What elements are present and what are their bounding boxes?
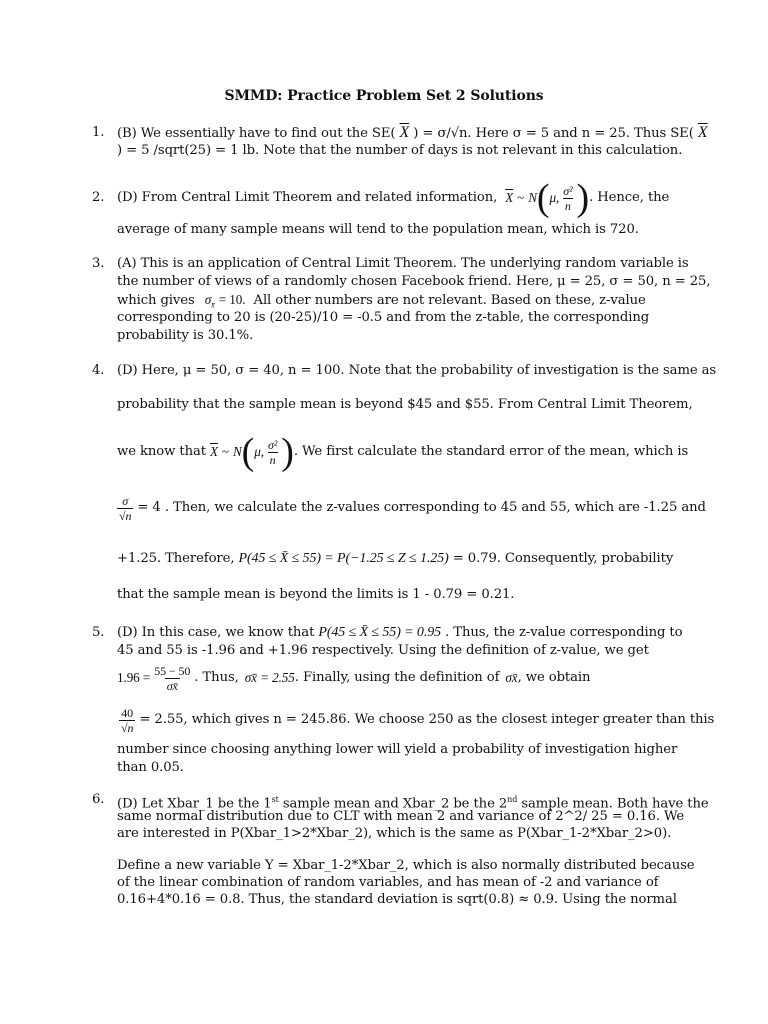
text-span: = 2.55, which gives n = 245.86. We choose 250 as the closest integer greater than this <box>139 712 715 727</box>
solution-6-line-2: same normal distribution due to CLT with mean 2 and variance of 2^2/ 25 = 0.16. We <box>117 809 685 824</box>
solution-4-line-4 <box>115 488 706 528</box>
item-number: 1. <box>92 125 105 140</box>
solution-4-line-6: that the sample mean is beyond the limits is 1 - 0.79 = 0.21. <box>117 587 515 602</box>
xbar-subscript: x̄ <box>211 300 215 310</box>
text-span: . Finally, using the definition of <box>294 670 500 685</box>
text-span: +1.25. Therefore, <box>117 551 235 566</box>
text-span: = 0.79. Consequently, probability <box>452 551 674 566</box>
solution-5-line-6: than 0.05. <box>117 760 184 775</box>
text-span: we know that <box>117 444 206 459</box>
solution-4-line-2: probability that the sample mean is beyond $45 and $55. From Central Limit Theorem, <box>117 397 693 412</box>
solution-5-line-4 <box>117 702 714 738</box>
solution-3-line-5: probability is 30.1%. <box>117 328 254 343</box>
xbar-symbol: $\overline{X}$ <box>697 124 708 141</box>
right-paren-icon: ) <box>281 431 294 473</box>
solution-6-para2-line-3: 0.16+4*0.16 = 0.8. Thus, the standard deviation is sqrt(0.8) ≈ 0.9. Using the normal <box>117 892 677 907</box>
fraction-denominator: √n <box>121 720 134 735</box>
solution-5-line-3 <box>117 660 590 696</box>
normal-N-symbol: N <box>232 444 242 459</box>
xbar-symbol: $\overline{X}$ <box>399 124 410 141</box>
text-span: which gives <box>117 293 195 308</box>
solution-3-line-1: (A) This is an application of Central Limit Theorem. The underlying random variable is <box>117 256 689 271</box>
left-paren-icon: ( <box>536 177 550 219</box>
text-span: . We first calculate the standard error of the mean, which is <box>293 444 689 459</box>
tilde-symbol: ~ <box>517 190 525 205</box>
solution-1-line-2: ) = 5 /sqrt(25) = 1 lb. Note that the number of days is not relevant in this calculation. <box>117 143 683 158</box>
mu-symbol: μ, <box>254 444 264 459</box>
item-number: 4. <box>92 363 105 378</box>
probability-equation: P(45 ≤ X̄ ≤ 55) = P(−1.25 ≤ Z ≤ 1.25) <box>238 551 449 566</box>
solution-5-line-1 <box>117 624 682 642</box>
solution-4-line-3 <box>117 430 688 474</box>
solution-3-line-2: the number of views of a randomly chosen Facebook friend. Here, μ = 25, σ = 50, n = 25, <box>117 274 711 289</box>
right-paren-icon: ) <box>576 177 590 219</box>
sigma-symbol: σx̄ <box>505 670 518 685</box>
text-span: ) = σ/√n. Here σ = 5 and n = 25. Thus SE( <box>413 126 694 141</box>
text-span: . Thus, the z-value corresponding to <box>445 625 683 640</box>
sigma-equation: σx̄ = 2.55 <box>244 670 295 685</box>
left-paren-icon: ( <box>241 431 255 473</box>
solution-5-line-2: 45 and 55 is -1.96 and +1.96 respectively. Using the definition of z-value, we get <box>117 643 649 658</box>
item-number: 2. <box>92 190 105 205</box>
solution-4-line-1: (D) Here, μ = 50, σ = 40, n = 100. Note that the probability of investigation is the same as <box>117 363 717 378</box>
text-span: . Hence, the <box>589 190 670 205</box>
tilde-symbol: ~ <box>221 444 229 459</box>
equation-value: = 10. <box>218 292 246 307</box>
solution-6-para2-line-2: of the linear combination of random variables, and has mean of -2 and variance of <box>117 875 659 890</box>
sigma2-over-n-fraction <box>266 438 279 467</box>
text-span: (D) From Central Limit Theorem and related information, <box>117 190 498 205</box>
solution-1-line-1 <box>117 124 708 143</box>
text-span: (B) We essentially have to find out the SE( <box>117 126 396 141</box>
text-span: , we obtain <box>517 670 591 685</box>
text-span: (D) In this case, we know that <box>117 625 315 640</box>
item-number: 3. <box>92 256 105 271</box>
normal-N-symbol: N <box>528 190 537 205</box>
sigma-over-sqrt-n-fraction <box>117 494 133 523</box>
superscript: nd <box>507 795 518 804</box>
equation-lhs: 1.96 = <box>117 670 151 685</box>
text-span: sample mean and Xbar_2 be the 2 <box>278 796 508 812</box>
text-span: = 4 . Then, we calculate the z-values corresponding to 45 and 55, which are -1.25 and <box>137 500 706 515</box>
item-number: 6. <box>92 792 105 807</box>
xbar-symbol: $\overline{X}$ <box>505 190 514 205</box>
fraction-denominator: n <box>269 452 276 467</box>
text-span: sample mean. Both have the <box>517 796 709 812</box>
z-value-fraction <box>152 664 192 693</box>
solution-3-line-4: corresponding to 20 is (20-25)/10 = -0.5 and from the z-table, the corresponding <box>117 310 650 325</box>
fraction-numerator: 40 <box>121 705 134 720</box>
solution-5-line-5: number since choosing anything lower will yield a probability of investigation higher <box>117 742 678 757</box>
fraction-denominator: n <box>564 198 571 213</box>
sigma-symbol: σ <box>204 292 212 307</box>
probability-equation: P(45 ≤ X̄ ≤ 55) = 0.95 <box>318 625 442 640</box>
text-span: All other numbers are not relevant. Based on these, z-value <box>253 293 646 308</box>
page-title: SMMD: Practice Problem Set 2 Solutions <box>224 88 544 104</box>
fraction-denominator: σx̄ <box>166 678 178 693</box>
fraction-numerator: σ <box>122 493 129 508</box>
item-number: 5. <box>92 625 105 640</box>
solution-2-line-2: average of many sample means will tend to the population mean, which is 720. <box>117 222 639 237</box>
xbar-symbol: $\overline{X}$ <box>209 444 218 459</box>
solution-6-para2-line-1: Define a new variable Y = Xbar_1-2*Xbar_2, which is also normally distributed because <box>117 858 695 873</box>
fraction-denominator: √n <box>119 508 132 523</box>
solution-4-line-5 <box>117 550 673 568</box>
forty-over-sqrt-n-fraction <box>119 706 135 735</box>
sigma2-over-n-fraction <box>561 184 574 213</box>
fraction-numerator: σ² <box>563 183 573 198</box>
superscript: st <box>271 795 279 804</box>
fraction-numerator: 55 − 50 <box>154 663 191 678</box>
text-span: (D) Let Xbar_1 be the 1 <box>117 796 272 812</box>
fraction-numerator: σ² <box>267 437 278 452</box>
mu-symbol: μ, <box>549 190 560 205</box>
text-span: . Thus, <box>194 670 239 685</box>
solution-2-line-1 <box>117 176 669 220</box>
solution-6-line-3: are interested in P(Xbar_1>2*Xbar_2), which is the same as P(Xbar_1-2*Xbar_2>0). <box>117 826 672 841</box>
